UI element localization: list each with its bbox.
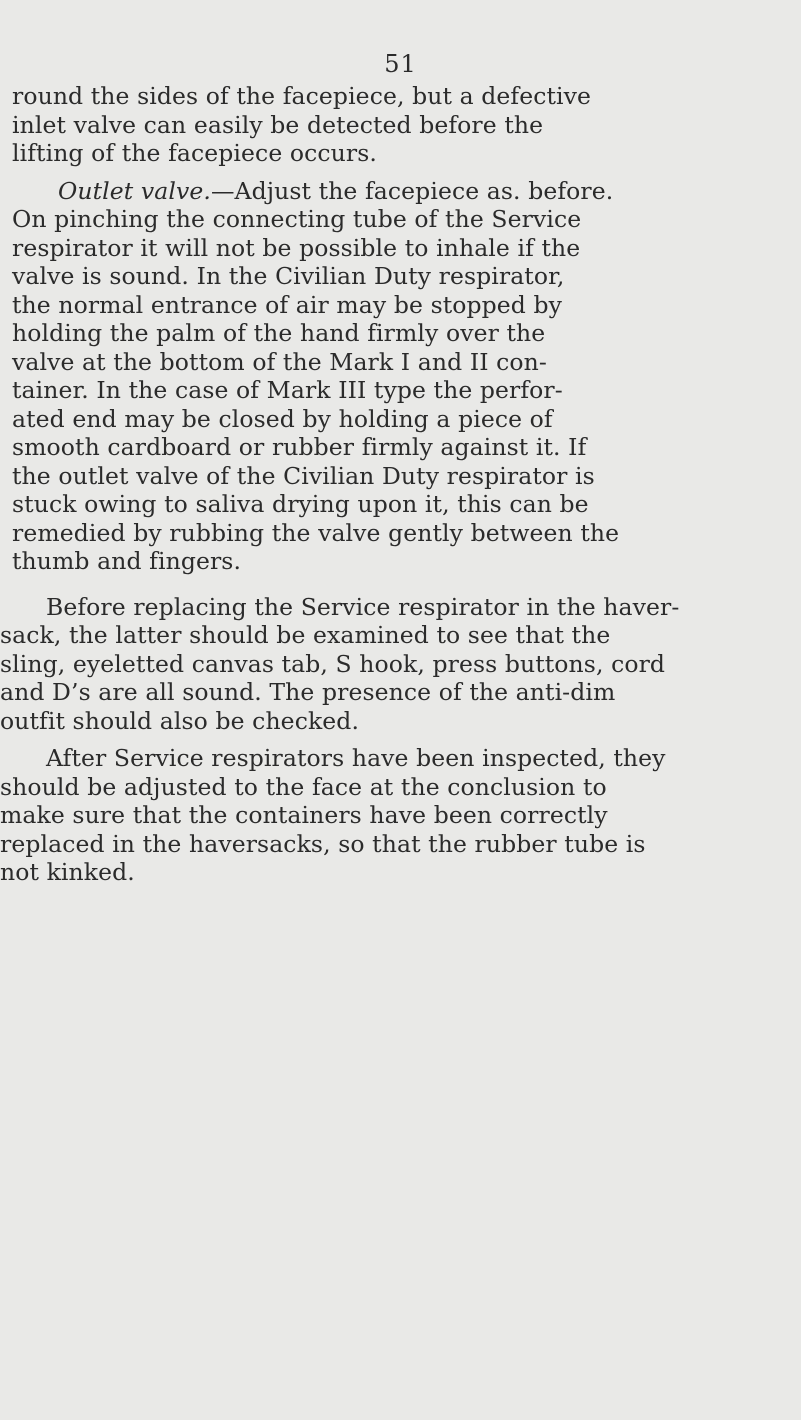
text-line: the normal entrance of air may be stopped by (12, 290, 563, 319)
text-line: smooth cardboard or rubber firmly against it. If (12, 433, 587, 461)
page-text (0, 82, 801, 887)
text-line: not kinked. (0, 858, 135, 886)
text-line: sack, the latter should be examined to see that the (0, 621, 611, 649)
section-heading: Outlet valve. (58, 176, 211, 205)
text-line: lifting of the facepiece occurs. (12, 139, 377, 167)
text-line: replaced in the haversacks, so that the rubber tube is (0, 829, 646, 858)
text-line: After Service respirators have been inspected, they (46, 744, 666, 772)
text-line: make sure that the containers have been correctly (0, 801, 608, 829)
text-line: the outlet valve of the Civilian Duty respirator is (12, 461, 595, 490)
text-line: respirator it will not be possible to inhale if the (12, 233, 581, 262)
text-line: round the sides of the facepiece, but a defective (12, 82, 592, 110)
text-line: Before replacing the Service respirator in the haver- (46, 592, 680, 621)
text-line: ated end may be closed by holding a piece of (12, 404, 553, 433)
text-line: valve is sound. In the Civilian Duty respirator, (12, 262, 565, 290)
text-line: holding the palm of the hand firmly over the (12, 319, 546, 347)
text-line: tainer. In the case of Mark III type the perfor- (12, 376, 563, 404)
paragraph-1 (12, 82, 801, 168)
text-line: outfit should also be checked. (0, 706, 360, 735)
text-line: remedied by rubbing the valve gently between the (12, 518, 620, 547)
text-line: valve at the bottom of the Mark I and II con- (12, 347, 547, 376)
text-line: inlet valve can easily be detected before the (12, 110, 544, 139)
text-line: thumb and fingers. (12, 547, 242, 575)
text-line: sling, eyeletted canvas tab, S hook, press buttons, cord (0, 649, 666, 678)
text-line: should be adjusted to the face at the conclusion to (0, 772, 607, 801)
text-line: On pinching the connecting tube of the Service (12, 205, 582, 233)
paragraph-outlet-valve (12, 177, 801, 576)
text-run: —Adjust the facepiece as. before. (210, 176, 614, 205)
paragraph-haversack (0, 593, 801, 736)
text-line: stuck owing to saliva drying upon it, this can be (12, 490, 589, 518)
text-line (12, 177, 801, 206)
paragraph-inspection (0, 744, 801, 887)
text-line: and D’s are all sound. The presence of the anti-dim (0, 678, 616, 706)
page-number: 51 (384, 50, 417, 78)
